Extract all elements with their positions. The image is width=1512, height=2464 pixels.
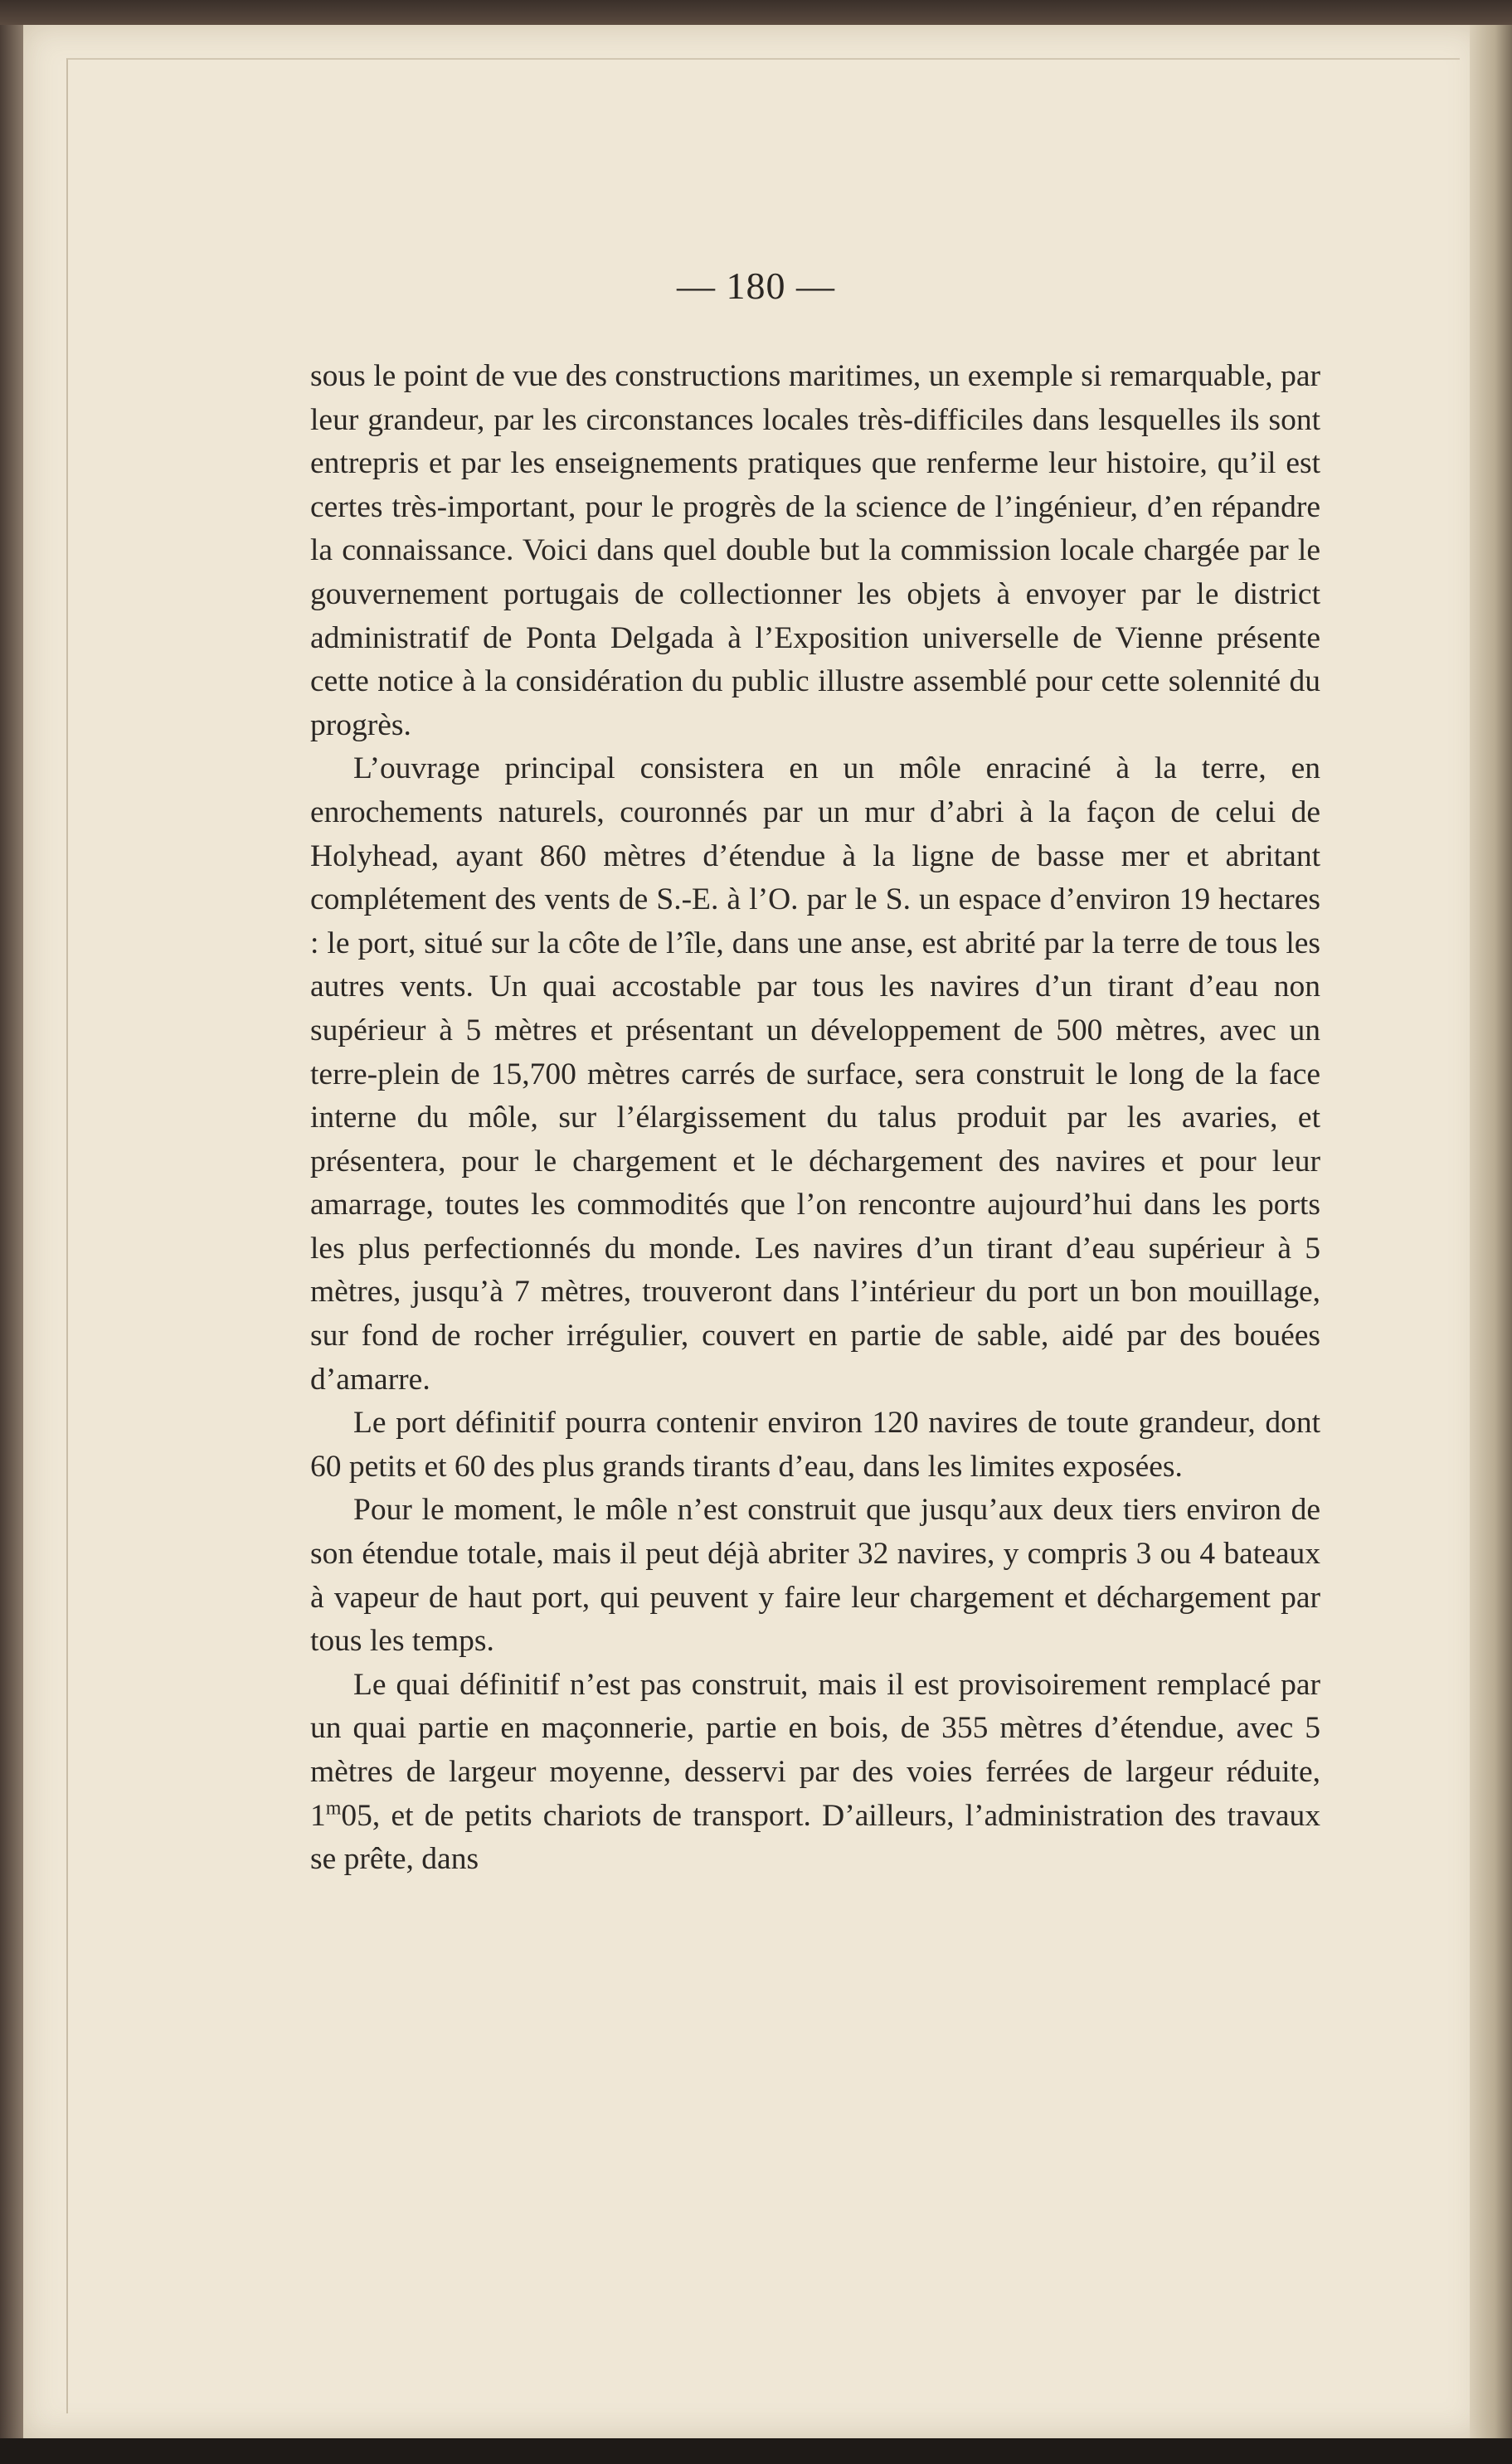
book-left-edge <box>0 25 23 2438</box>
book-top-edge <box>0 0 1512 25</box>
book-right-edge <box>1470 25 1512 2464</box>
paragraph: sous le point de vue des constructions maritimes, un exemple si remarquable, par leur grandeur, par les circonstances locales très-difficiles dans lesquelles ils sont entrepris et par les enseignements pratiques que renferme leur histoire, qu’il est certes très-important, pour le progrès de la science de l’ingénieur, d’en répandre la connaissance. Voici dans quel double but la commission locale chargée par le gouvernement portugais de collectionner les objets à envoyer par le district administratif de Ponta Delgada à l’Exposition universelle de Vienne présente cette notice à la considération du public illustre assemblé pour cette solennité du progrès. <box>310 359 1320 742</box>
superscript: m <box>325 1797 342 1820</box>
page-number: — 180 — <box>677 265 835 307</box>
text-run: 05, et de petits chariots de transport. D’ailleurs, l’administration des travaux se prête, dans <box>310 1798 1320 1877</box>
paragraph: Pour le moment, le môle n’est construit que jusqu’aux deux tiers environ de son étendue totale, mais il peut déjà abriter 32 navires, y compris 3 ou 4 bateaux à vapeur de haut port, qui peuvent y faire leur chargement et déchargement par tous les temps. <box>310 1493 1320 1659</box>
paragraph: Le port définitif pourra contenir environ 120 navires de toute grandeur, dont 60 petits et 60 des plus grands tirants d’eau, dans les limites exposées. <box>310 1406 1320 1484</box>
book-bottom-edge <box>0 2438 1512 2464</box>
text-run: Le quai définitif n’est pas construit, mais il est provisoirement remplacé par un quai partie en maçonnerie, partie en bois, de 355 mètres d’étendue, avec 5 mètres de largeur moyenne, desservi par des voies ferrées de largeur réduite, 1 <box>310 1667 1320 1833</box>
body-text <box>310 355 1320 1882</box>
paragraph-last <box>310 1664 1320 1882</box>
paragraph: L’ouvrage principal consistera en un môle enraciné à la terre, en enrochements naturels, couronnés par un mur d’abri à la façon de celui de Holyhead, ayant 860 mètres d’étendue à la ligne de basse mer et abritant complétement des vents de S.-E. à l’O. par le S. un espace d’environ 19 hectares : le port, situé sur la côte de l’île, dans une anse, est abrité par la terre de tous les autres vents. Un quai accostable par tous les navires d’un tirant d’eau non supérieur à 5 mètres et présentant un développement de 500 mètres, avec un terre-plein de 15,700 mètres carrés de surface, sera construit le long de la face interne du môle, sur l’élargissement du talus produit par les avaries, et présentera, pour le chargement et le déchargement des navires et pour leur amarrage, toutes les commodités que l’on rencontre aujourd’hui dans les ports les plus perfectionnés du monde. Les navires d’un tirant d’eau supérieur à 5 mètres, jusqu’à 7 mètres, trouveront dans l’intérieur du port un bon mouillage, sur fond de rocher irrégulier, couvert en partie de sable, aidé par des bouées d’amarre. <box>310 751 1320 1397</box>
